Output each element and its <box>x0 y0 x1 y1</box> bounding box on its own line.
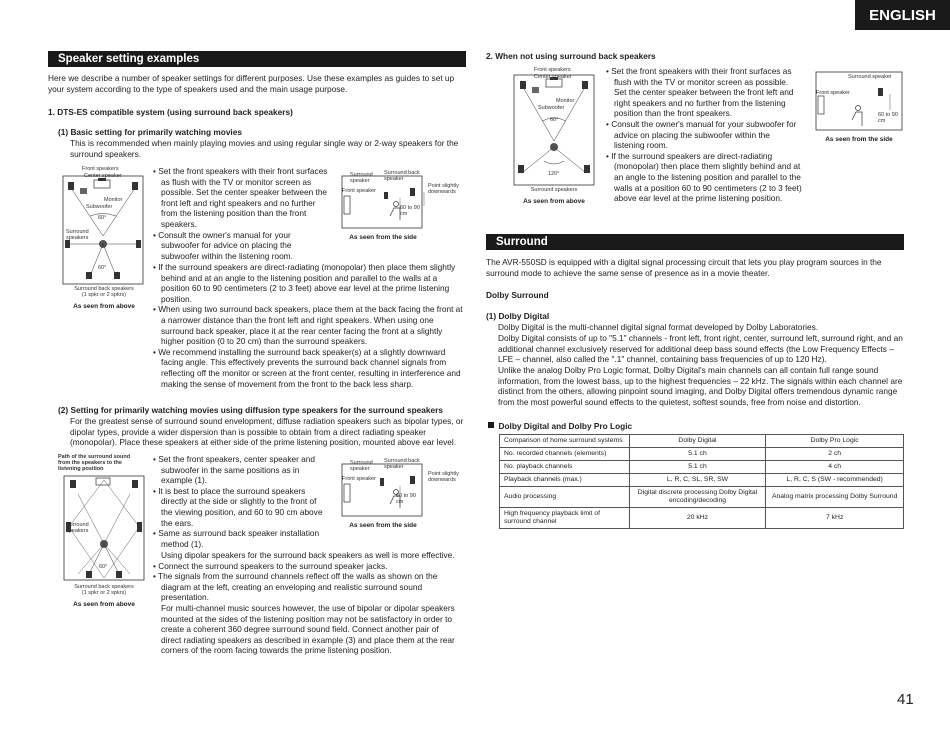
table-row <box>500 474 904 487</box>
caption-as-seen-from-side-2: As seen from the side <box>349 522 417 529</box>
caption-as-seen-from-above-2: As seen from above <box>73 601 135 608</box>
basic-setting-bullets-b <box>153 262 466 389</box>
comparison-table <box>499 434 904 529</box>
label-surround-back-speakers: Surround back speakers <box>74 286 134 292</box>
diagram-top-view-2 <box>58 454 150 612</box>
no-surround-back-bullets <box>606 66 802 204</box>
table-title <box>488 416 632 434</box>
label-distance: 60 to 90 cm <box>400 205 420 217</box>
diffusion-text: For the greatest sense of surround sound envelopment, diffuse radiation speakers such as bipolar types, or dipolar types, provide a wider dispersion than is possible to obtain from a direct radiating speaker (monopolar). Place these speakers at either side of the prime listening position, mounted above ear level. <box>70 416 464 448</box>
bullet-same-method: • Same as surround back speaker installation method (1). <box>153 528 320 549</box>
table-row <box>500 448 904 461</box>
label-surround-speakers-3: Surround speakers <box>530 187 578 193</box>
label-point-downwards: Point slightly downwards <box>428 183 459 195</box>
label-path-title: Path of the surround sound from the speakers to the listening position <box>58 454 131 472</box>
label-front-speakers: Front speakers <box>82 166 119 172</box>
heading-no-surround-back: 2. When not using surround back speakers <box>486 51 656 61</box>
bullet-surround-monopolar: • If the surround speakers are direct-radiating (monopolar) then place them slightly behind and at an angle to the listening position and parallel to the walls at a position 60 to 90 centimeters (2 to 3 feet) above ear level at the prime listening position. <box>153 262 456 304</box>
label-angle-60-back: 60° <box>98 265 107 271</box>
label-front-speaker-2: Front speaker <box>342 476 376 482</box>
section-title-surround: Surround <box>486 234 904 250</box>
label-monitor: Monitor <box>104 197 123 203</box>
label-surround-back-speaker-2: Surround back speaker <box>384 458 420 470</box>
table-cell: 7 kHz <box>766 508 904 529</box>
intro-text: Here we describe a number of speaker settings for different purposes. Use these examples as guides to set up your system according to the type of speakers used and the main usage purpose. <box>48 73 455 94</box>
subheading-basic-setting: (1) Basic setting for primarily watching movies <box>58 127 242 137</box>
table-cell: 4 ch <box>766 461 904 474</box>
label-angle-60-2: 60° <box>99 564 108 570</box>
caption-as-seen-from-above-1: As seen from above <box>73 303 135 310</box>
label-surround-back-speaker: Surround back speaker <box>384 170 420 182</box>
basic-setting-bullets-a <box>153 166 328 261</box>
subheading-dolby-digital: (1) Dolby Digital <box>486 311 550 321</box>
table-header-cell: Comparison of home surround systems <box>500 435 630 448</box>
table-cell: Playback channels (max.) <box>500 474 630 487</box>
table-cell: 5.1 ch <box>629 448 766 461</box>
diffusion-bullets-b <box>153 550 456 656</box>
table-title-text: Dolby Digital and Dolby Pro Logic <box>498 421 633 431</box>
label-surround-back-speakers-2: Surround back speakers <box>74 584 134 590</box>
table-header-cell: Dolby Pro Logic <box>766 435 904 448</box>
bullet-reflect-walls: • The signals from the surround channels reflect off the walls as shown on the diagram at the left, creating an enveloping and realistic surround sound presentation. <box>153 571 438 603</box>
square-bullet-icon <box>488 422 494 428</box>
table-header-cell: Dolby Digital <box>629 435 766 448</box>
table-cell: Analog matrix processing Dolby Surround <box>766 487 904 508</box>
page-number: 41 <box>897 691 914 708</box>
language-tab: ENGLISH <box>855 0 950 30</box>
dolby-digital-para-2: Dolby Digital consists of up to "5.1" channels - front left, front right, center, surround left, surround right, and an additional channel exclusively reserved for additional deep bass sound effects (the Low Frequency Effects – LFE – channel, also called the ".1" channel, containing bass frequencies of up to 120 Hz). <box>498 333 903 365</box>
table-cell: 5.1 ch <box>629 461 766 474</box>
section-title-speaker-setting: Speaker setting examples <box>48 51 466 67</box>
label-subwoofer: Subwoofer <box>86 204 113 210</box>
table-cell: High frequency playback limit of surround channel <box>500 508 630 529</box>
bullet-surround-back: • When using two surround back speakers, place them at the back facing the front at a narrower distance than the front left and right speakers. When using one surround back speaker, place it at the rear center facing the front at a slightly higher position (0 to 20 cm) than the surround speakers. <box>153 304 463 347</box>
dolby-digital-para-1: Dolby Digital is the multi-channel digital signal format developed by Dolby Laboratories. <box>498 322 819 332</box>
room-top-view-3 <box>508 65 600 187</box>
label-surround-speaker-3: Surround speaker <box>848 74 892 80</box>
label-surround-speaker: Surround speaker <box>350 172 373 184</box>
diffusion-bullets-a <box>153 454 328 549</box>
bullet-front-speakers-2: • Set the front speakers with their front surfaces as flush with the TV or monitor screen as possible. Set the center speaker between the front left and right speakers and no further from the listening position than the front speakers. <box>606 66 794 119</box>
label-angle-60-3: 60° <box>550 117 559 123</box>
table-cell: No. playback channels <box>500 461 630 474</box>
dolby-digital-para-3: Unlike the analog Dolby Pro Logic format, Dolby Digital's main channels can all contain full range sound information, from the lowest bass, up to the highest frequencies – 22 kHz. The signals within each channel are distinct from the others, allowing pinpoint sound imaging, and Dolby Digital offers tremendous dynamic range from the most powerful sound effects to the quietest, softest sounds, free from noise and distortion. <box>498 365 903 407</box>
table-cell: 2 ch <box>766 448 904 461</box>
bullet-multichannel-note: For multi-channel music sources however, the use of bipolar or dipolar speakers mounted at the sides of the listening position may not be satisfactory in order to create a coherent 360 degree surround sound field. Connect another pair of direct radiating speakers as described in example (3) and place them at the rear corners of the room facing towards the prime listening position. <box>161 602 455 656</box>
table-cell: Audio processing <box>500 487 630 508</box>
subheading-diffusion: (2) Setting for primarily watching movies using diffusion type speakers for the surround speakers <box>58 405 443 415</box>
label-front-speaker-3: Front speaker <box>816 90 850 96</box>
label-surround-speaker-2: Surround speaker <box>350 460 373 472</box>
table-row <box>500 487 904 508</box>
table-cell: No. recorded channels (elements) <box>500 448 630 461</box>
label-center-speaker-3: Center speaker <box>534 74 572 80</box>
heading-dts-es: 1. DTS-ES compatible system (using surround back speakers) <box>48 107 293 117</box>
label-point-downwards-2: Point slightly downwards <box>428 471 459 483</box>
table-header-row <box>500 435 904 448</box>
diagram-side-view-2 <box>340 456 459 534</box>
bullet-downward-angle: • We recommend installing the surround back speaker(s) at a slightly downward facing angle. This effectively prevents the surround back channel signals from reflecting off the monitor or screen at the front center, resulting in interference and making the sense of movement from the front to the back less sharp. <box>153 346 461 389</box>
surround-intro: The AVR-550SD is equipped with a digital signal processing circuit that lets you play program sources in the surround mode to achieve the same sense of presence as in a movie theater. <box>486 257 882 278</box>
caption-as-seen-from-side-1: As seen from the side <box>349 234 417 241</box>
table-cell: Digital discrete processing Dolby Digital encoding/decoding <box>629 487 766 508</box>
basic-setting-text: This is recommended when mainly playing movies and using regular single way or 2-way speakers for the surround speakers. <box>70 138 459 159</box>
table-cell: L, R, C, S (SW - recommended) <box>766 474 904 487</box>
label-distance-3: 60 to 90 cm <box>878 112 898 124</box>
bullet-place-surround: • It is best to place the surround speakers directly at the side or slightly to the front of the viewing position, and 60 to 90 cm above the ears. <box>153 485 323 528</box>
label-surround-speakers-2: Surround speakers <box>66 522 89 534</box>
label-center-speaker: Center speaker <box>84 173 122 179</box>
label-front-speakers-3: Front speakers <box>534 67 571 73</box>
label-monitor-3: Monitor <box>556 98 575 104</box>
label-front-speaker: Front speaker <box>342 188 376 194</box>
label-speaker-count: (1 spkr or 2 spkrs) <box>81 292 127 298</box>
bullet-surround-monopolar-2: • If the surround speakers are direct-radiating (monopolar) then place them slightly behind and at an angle to the listening position and parallel to the walls at a position 60 to 90 centimeters (2 to 3 feet) above ear level at the prime listening position. <box>606 150 802 204</box>
caption-as-seen-from-above-3: As seen from above <box>523 198 585 205</box>
bullet-subwoofer: • Consult the owner's manual for your subwoofer for advice on placing the subwoofer within the listening room. <box>153 229 293 261</box>
label-speaker-count-2: (1 spkr or 2 spkrs) <box>81 590 127 596</box>
table-row <box>500 508 904 529</box>
label-subwoofer-3: Subwoofer <box>538 105 565 111</box>
label-angle-120: 120° <box>548 171 560 177</box>
heading-dolby-surround: Dolby Surround <box>486 290 549 300</box>
caption-as-seen-from-side-3: As seen from the side <box>825 136 893 143</box>
table-cell: L, R, C, SL, SR, SW <box>629 474 766 487</box>
diagram-top-view-1 <box>60 166 148 312</box>
diagram-side-view-3 <box>814 70 904 146</box>
bullet-same-positions: • Set the front speakers, center speaker and subwoofer in the same positions as in example (1). <box>153 454 316 486</box>
bullet-dipolar-note: Using dipolar speakers for the surround back speakers as well is more effective. <box>161 550 455 560</box>
bullet-subwoofer-2: • Consult the owner's manual for your subwoofer for advice on placing the subwoofer within the listening room. <box>606 118 797 151</box>
table-row <box>500 461 904 474</box>
diagram-side-view-1 <box>340 168 459 246</box>
label-distance-2: 60 to 90 cm <box>396 493 416 505</box>
label-surround-speakers: Surround speakers <box>66 229 89 241</box>
table-cell: 20 kHz <box>629 508 766 529</box>
bullet-connect-jacks: • Connect the surround speakers to the surround speaker jacks. <box>153 560 388 571</box>
diagram-top-view-3 <box>508 65 600 207</box>
label-angle-60-front: 60° <box>98 215 107 221</box>
bullet-front-speakers: • Set the front speakers with their front surfaces as flush with the TV or monitor screen as possible. Set the center speaker between the front left and right speakers and no further from the listening position than the front speakers. <box>153 166 328 229</box>
